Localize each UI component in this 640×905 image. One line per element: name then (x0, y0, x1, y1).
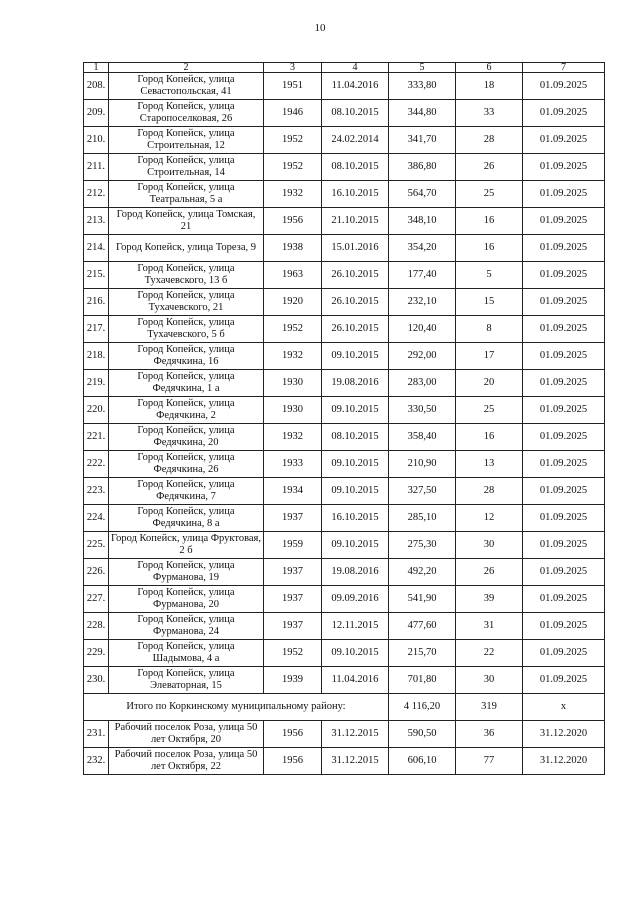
emergency-date: 31.12.2015 (322, 748, 389, 775)
table-row (84, 343, 605, 370)
residents-count: 36 (456, 721, 523, 748)
residents-count: 16 (456, 235, 523, 262)
house-address: Город Копейск, улица Тореза, 9 (109, 235, 264, 262)
house-address: Город Копейск, улица Строительная, 14 (109, 154, 264, 181)
table-row (84, 370, 605, 397)
commission-year: 1956 (264, 721, 322, 748)
emergency-date: 08.10.2015 (322, 154, 389, 181)
emergency-date: 19.08.2016 (322, 370, 389, 397)
table-row (84, 748, 605, 775)
table-row (84, 235, 605, 262)
residents-count: 17 (456, 343, 523, 370)
emergency-date: 26.10.2015 (322, 262, 389, 289)
emergency-date: 11.04.2016 (322, 73, 389, 100)
living-area: 344,80 (389, 100, 456, 127)
row-number: 208. (84, 73, 109, 100)
resettlement-deadline: 01.09.2025 (523, 397, 605, 424)
commission-year: 1956 (264, 208, 322, 235)
row-number: 224. (84, 505, 109, 532)
row-number: 219. (84, 370, 109, 397)
column-number: 6 (456, 63, 523, 73)
commission-year: 1932 (264, 424, 322, 451)
living-area: 215,70 (389, 640, 456, 667)
row-number: 209. (84, 100, 109, 127)
table-row (84, 640, 605, 667)
residents-count: 31 (456, 613, 523, 640)
commission-year: 1930 (264, 397, 322, 424)
resettlement-deadline: 01.09.2025 (523, 235, 605, 262)
resettlement-deadline: 01.09.2025 (523, 100, 605, 127)
commission-year: 1959 (264, 532, 322, 559)
resettlement-deadline: 01.09.2025 (523, 262, 605, 289)
total-count: 319 (456, 694, 523, 721)
living-area: 333,80 (389, 73, 456, 100)
living-area: 348,10 (389, 208, 456, 235)
emergency-date: 09.10.2015 (322, 532, 389, 559)
residents-count: 28 (456, 127, 523, 154)
residents-count: 18 (456, 73, 523, 100)
house-address: Город Копейск, улица Севастопольская, 41 (109, 73, 264, 100)
emergency-date: 16.10.2015 (322, 181, 389, 208)
resettlement-deadline: 01.09.2025 (523, 208, 605, 235)
house-address: Город Копейск, улица Строительная, 12 (109, 127, 264, 154)
residents-count: 16 (456, 208, 523, 235)
residents-count: 26 (456, 559, 523, 586)
house-address: Город Копейск, улица Старопоселковая, 26 (109, 100, 264, 127)
residents-count: 15 (456, 289, 523, 316)
emergency-date: 24.02.2014 (322, 127, 389, 154)
house-address: Город Копейск, улица Фурманова, 20 (109, 586, 264, 613)
row-number: 229. (84, 640, 109, 667)
row-number: 227. (84, 586, 109, 613)
table-row (84, 505, 605, 532)
table-row (84, 451, 605, 478)
emergency-date: 11.04.2016 (322, 667, 389, 694)
house-address: Город Копейск, улица Федячкина, 20 (109, 424, 264, 451)
residents-count: 26 (456, 154, 523, 181)
resettlement-deadline: 01.09.2025 (523, 559, 605, 586)
house-address: Город Копейск, улица Федячкина, 26 (109, 451, 264, 478)
living-area: 564,70 (389, 181, 456, 208)
living-area: 701,80 (389, 667, 456, 694)
emergency-date: 09.10.2015 (322, 451, 389, 478)
resettlement-deadline: 01.09.2025 (523, 127, 605, 154)
living-area: 341,70 (389, 127, 456, 154)
emergency-date: 31.12.2015 (322, 721, 389, 748)
table-row (84, 262, 605, 289)
commission-year: 1952 (264, 316, 322, 343)
commission-year: 1952 (264, 154, 322, 181)
table-row (84, 316, 605, 343)
column-number: 4 (322, 63, 389, 73)
residents-count: 39 (456, 586, 523, 613)
commission-year: 1920 (264, 289, 322, 316)
commission-year: 1937 (264, 613, 322, 640)
living-area: 386,80 (389, 154, 456, 181)
residents-count: 20 (456, 370, 523, 397)
row-number: 226. (84, 559, 109, 586)
emergency-date: 26.10.2015 (322, 289, 389, 316)
residents-count: 12 (456, 505, 523, 532)
emergency-date: 12.11.2015 (322, 613, 389, 640)
resettlement-deadline: 01.09.2025 (523, 181, 605, 208)
row-number: 223. (84, 478, 109, 505)
page-number: 10 (314, 22, 326, 34)
residents-count: 25 (456, 181, 523, 208)
table-row (84, 127, 605, 154)
total-area: 4 116,20 (389, 694, 456, 721)
resettlement-deadline: 31.12.2020 (523, 748, 605, 775)
commission-year: 1963 (264, 262, 322, 289)
row-number: 231. (84, 721, 109, 748)
house-address: Город Копейск, улица Фруктовая, 2 б (109, 532, 264, 559)
row-number: 218. (84, 343, 109, 370)
living-area: 283,00 (389, 370, 456, 397)
house-address: Рабочий поселок Роза, улица 50 лет Октября, 22 (109, 748, 264, 775)
living-area: 541,90 (389, 586, 456, 613)
resettlement-deadline: 01.09.2025 (523, 154, 605, 181)
emergency-date: 19.08.2016 (322, 559, 389, 586)
emergency-date: 09.10.2015 (322, 397, 389, 424)
emergency-date: 09.10.2015 (322, 343, 389, 370)
living-area: 285,10 (389, 505, 456, 532)
living-area: 606,10 (389, 748, 456, 775)
resettlement-deadline: 01.09.2025 (523, 451, 605, 478)
resettlement-deadline: 01.09.2025 (523, 73, 605, 100)
residents-count: 33 (456, 100, 523, 127)
resettlement-deadline: 01.09.2025 (523, 613, 605, 640)
table-row (84, 154, 605, 181)
house-address: Город Копейск, улица Федячкина, 8 а (109, 505, 264, 532)
emergency-date: 26.10.2015 (322, 316, 389, 343)
column-number-row (84, 63, 605, 73)
residents-count: 30 (456, 667, 523, 694)
house-address: Город Копейск, улица Элеваторная, 15 (109, 667, 264, 694)
living-area: 292,00 (389, 343, 456, 370)
row-number: 213. (84, 208, 109, 235)
residents-count: 30 (456, 532, 523, 559)
resettlement-deadline: 01.09.2025 (523, 343, 605, 370)
living-area: 327,50 (389, 478, 456, 505)
living-area: 477,60 (389, 613, 456, 640)
row-number: 230. (84, 667, 109, 694)
resettlement-deadline: 01.09.2025 (523, 289, 605, 316)
house-address: Город Копейск, улица Федячкина, 2 (109, 397, 264, 424)
commission-year: 1937 (264, 505, 322, 532)
table-row (84, 667, 605, 694)
row-number: 217. (84, 316, 109, 343)
living-area: 492,20 (389, 559, 456, 586)
column-number: 7 (523, 63, 605, 73)
commission-year: 1932 (264, 343, 322, 370)
house-address: Город Копейск, улица Томская, 21 (109, 208, 264, 235)
house-address: Город Копейск, улица Тухачевского, 21 (109, 289, 264, 316)
column-number: 2 (109, 63, 264, 73)
table-row (84, 478, 605, 505)
commission-year: 1952 (264, 640, 322, 667)
column-number: 3 (264, 63, 322, 73)
emergency-date: 09.10.2015 (322, 640, 389, 667)
emergency-date: 09.10.2015 (322, 478, 389, 505)
row-number: 221. (84, 424, 109, 451)
row-number: 232. (84, 748, 109, 775)
living-area: 330,50 (389, 397, 456, 424)
resettlement-deadline: 01.09.2025 (523, 667, 605, 694)
row-number: 210. (84, 127, 109, 154)
commission-year: 1951 (264, 73, 322, 100)
total-mark: x (523, 694, 605, 721)
resettlement-deadline: 01.09.2025 (523, 316, 605, 343)
commission-year: 1956 (264, 748, 322, 775)
residents-count: 25 (456, 397, 523, 424)
emergency-date: 08.10.2015 (322, 424, 389, 451)
house-address: Город Копейск, улица Фурманова, 19 (109, 559, 264, 586)
living-area: 210,90 (389, 451, 456, 478)
emergency-date: 09.09.2016 (322, 586, 389, 613)
house-address: Город Копейск, улица Федячкина, 16 (109, 343, 264, 370)
commission-year: 1937 (264, 559, 322, 586)
living-area: 232,10 (389, 289, 456, 316)
commission-year: 1932 (264, 181, 322, 208)
house-address: Город Копейск, улица Шадымова, 4 а (109, 640, 264, 667)
house-address: Город Копейск, улица Фурманова, 24 (109, 613, 264, 640)
row-number: 214. (84, 235, 109, 262)
table-row (84, 559, 605, 586)
residents-count: 13 (456, 451, 523, 478)
table-row (84, 586, 605, 613)
resettlement-deadline: 01.09.2025 (523, 640, 605, 667)
living-area: 354,20 (389, 235, 456, 262)
row-number: 220. (84, 397, 109, 424)
resettlement-deadline: 01.09.2025 (523, 505, 605, 532)
house-address: Город Копейск, улица Федячкина, 7 (109, 478, 264, 505)
residents-count: 28 (456, 478, 523, 505)
resettlement-deadline: 01.09.2025 (523, 478, 605, 505)
living-area: 275,30 (389, 532, 456, 559)
table-row (84, 289, 605, 316)
row-number: 225. (84, 532, 109, 559)
commission-year: 1933 (264, 451, 322, 478)
total-label: Итого по Коркинскому муниципальному району: (84, 694, 389, 721)
resettlement-deadline: 01.09.2025 (523, 532, 605, 559)
commission-year: 1938 (264, 235, 322, 262)
row-number: 215. (84, 262, 109, 289)
table-row (84, 181, 605, 208)
table-row (84, 397, 605, 424)
house-address: Город Копейск, улица Тухачевского, 5 б (109, 316, 264, 343)
resettlement-deadline: 01.09.2025 (523, 586, 605, 613)
emergency-date: 16.10.2015 (322, 505, 389, 532)
residents-count: 16 (456, 424, 523, 451)
living-area: 358,40 (389, 424, 456, 451)
commission-year: 1952 (264, 127, 322, 154)
house-address: Рабочий поселок Роза, улица 50 лет Октября, 20 (109, 721, 264, 748)
row-number: 216. (84, 289, 109, 316)
house-address: Город Копейск, улица Театральная, 5 а (109, 181, 264, 208)
living-area: 177,40 (389, 262, 456, 289)
resettlement-deadline: 01.09.2025 (523, 370, 605, 397)
resettlement-deadline: 31.12.2020 (523, 721, 605, 748)
residents-count: 5 (456, 262, 523, 289)
table-row (84, 100, 605, 127)
row-number: 222. (84, 451, 109, 478)
total-row (84, 694, 605, 721)
commission-year: 1946 (264, 100, 322, 127)
table-row (84, 532, 605, 559)
residents-count: 22 (456, 640, 523, 667)
emergency-date: 21.10.2015 (322, 208, 389, 235)
table-row (84, 208, 605, 235)
table-row (84, 424, 605, 451)
residents-count: 77 (456, 748, 523, 775)
resettlement-deadline: 01.09.2025 (523, 424, 605, 451)
commission-year: 1930 (264, 370, 322, 397)
row-number: 212. (84, 181, 109, 208)
row-number: 228. (84, 613, 109, 640)
column-number: 5 (389, 63, 456, 73)
table-row (84, 721, 605, 748)
housing-register-table (83, 62, 605, 775)
house-address: Город Копейск, улица Федячкина, 1 а (109, 370, 264, 397)
commission-year: 1939 (264, 667, 322, 694)
living-area: 590,50 (389, 721, 456, 748)
table-row (84, 613, 605, 640)
commission-year: 1934 (264, 478, 322, 505)
emergency-date: 15.01.2016 (322, 235, 389, 262)
table-row (84, 73, 605, 100)
row-number: 211. (84, 154, 109, 181)
commission-year: 1937 (264, 586, 322, 613)
column-number: 1 (84, 63, 109, 73)
living-area: 120,40 (389, 316, 456, 343)
house-address: Город Копейск, улица Тухачевского, 13 б (109, 262, 264, 289)
emergency-date: 08.10.2015 (322, 100, 389, 127)
residents-count: 8 (456, 316, 523, 343)
